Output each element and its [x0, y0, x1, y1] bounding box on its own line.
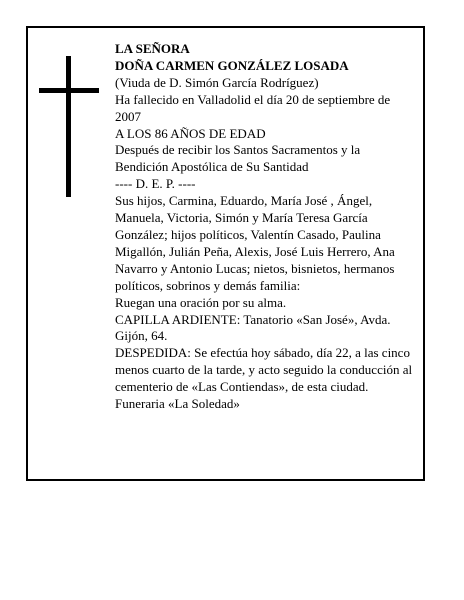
family-list: Sus hijos, Carmina, Eduardo, María José , Ángel, Manuela, Victoria, Simón y María Teresa García González; hijos políticos, Valentín Casado, Paulina Migallón, Julián Peña, Alexis, José Luis Herrero, Ana Navarro y Antonio Lucas; nietos, bisnietos, hermanos políticos, sobrinos y demás familia: [115, 193, 395, 293]
farewell-info: DESPEDIDA: Se efectúa hoy sábado, día 22, a las cinco menos cuarto de la tarde, y acto seguido la conducción al cementerio de «Las Contiendas», de esta ciudad. [115, 345, 413, 395]
chapel-info: CAPILLA ARDIENTE: Tanatorio «San José», Avda. Gijón, 64. [115, 311, 391, 344]
prayer-request: Ruegan una oración por su alma. [115, 294, 287, 310]
death-statement: Ha fallecido en Valladolid el día 20 de septiembre de 2007 [115, 91, 391, 124]
cross-icon [39, 56, 99, 197]
obituary-notice [26, 26, 425, 481]
deceased-name: DOÑA CARMEN GONZÁLEZ LOSADA [115, 57, 349, 73]
obituary-text [115, 41, 415, 413]
cross-vertical-bar [66, 56, 71, 197]
sacraments-statement: Después de recibir los Santos Sacramentos y la Bendición Apostólica de Su Santidad [115, 142, 361, 175]
age-statement: A LOS 86 AÑOS DE EDAD [115, 125, 266, 141]
widow-note: (Viuda de D. Simón García Rodríguez) [115, 74, 319, 90]
obituary-title: LA SEÑORA [115, 41, 190, 56]
rip-line: ---- D. E. P. ---- [115, 176, 196, 192]
funeral-home: Funeraria «La Soledad» [115, 396, 240, 412]
cross-horizontal-bar [39, 88, 99, 93]
